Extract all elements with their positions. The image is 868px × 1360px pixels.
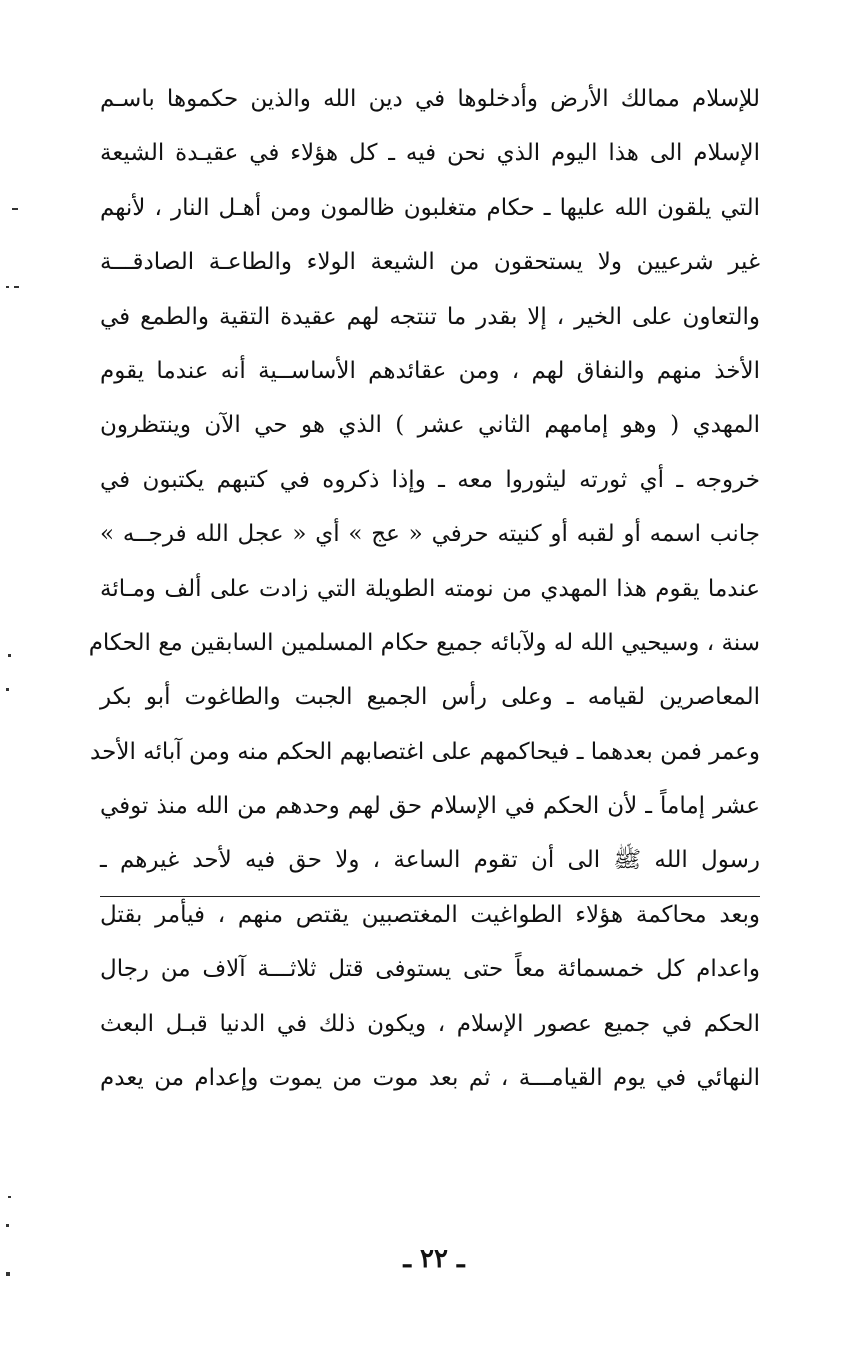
scan-speck [6,688,9,691]
text-line-8: خروجه ـ أي ثورته ليثوروا معه ـ وإذا ذكروه في كتبهم يكتبون في [100,466,760,493]
text-line-14: عشر إماماً ـ لأن الحكم في الإسلام حق لهم وحدهم من الله منذ توفي [100,793,760,820]
text-line-10: عندما يقوم هذا المهدي من نومته الطويلة التي زادت على ألف ومـائة [100,575,760,602]
text-line-6: الأخذ منهم والنفاق لهم ، ومن عقائدهم الأساســية أنه عندما يقوم [100,357,760,384]
scan-speck [14,286,19,288]
text-line-18: الحكم في جميع عصور الإسلام ، ويكون ذلك في الدنيا قبـل البعث [100,1010,760,1037]
text-line-16: وبعد محاكمة هؤلاء الطواغيت المغتصبين يقتص منهم ، فيأمر بقتل [100,901,760,928]
text-line-17: واعدام كل خمسمائة معاً حتى يستوفى قتل ثلاثـــة آلاف من رجال [100,956,760,983]
page-number: ـ ٢٢ ـ [403,1244,465,1274]
text-line-5: والتعاون على الخير ، إلا بقدر ما تنتجه لهم عقيدة التقية والطمع في [100,303,760,330]
scan-speck [6,1224,9,1227]
text-line-1: للإسلام ممالك الأرض وأدخلوها في دين الله والذين حكموها باسـم [100,86,760,112]
text-line-4: غير شرعيين ولا يستحقون من الشيعة الولاء والطاعـة الصادقـــة [100,249,760,276]
scan-speck [6,1272,10,1276]
scan-speck [12,208,18,210]
text-line-3: التي يلقون الله عليها ـ حكام متغلبون ظالمون ومن أهـل النار ، لأنهم [100,194,760,221]
footnote-divider [100,896,760,897]
text-line-15: رسول الله ﷺ الى أن تقوم الساعة ، ولا حق فيه لأحد غيرهم ـ [100,847,760,874]
scan-speck [8,1196,11,1198]
text-line-19: النهائي في يوم القيامـــة ، ثم بعد موت من يموت وإعدام من يعدم [100,1065,760,1092]
text-line-2: الإسلام الى هذا اليوم الذي نحن فيه ـ كل هؤلاء في عقيـدة الشيعة [100,140,760,167]
scan-speck [8,654,11,657]
text-line-11: سنة ، وسيحيي الله له ولآبائه جميع حكام المسلمين السابقين مع الحكام [88,629,760,656]
scan-speck [6,286,9,288]
text-line-12: المعاصرين لقيامه ـ وعلى رأس الجميع الجبت والطاغوت أبو بكر [100,684,760,711]
text-line-9: جانب اسمه أو لقبه أو كنيته حرفي « عج » أي « عجل الله فرجــه » [100,521,760,548]
text-line-7: المهدي ( وهو إمامهم الثاني عشر ) الذي هو حي الآن وينتظرون [100,412,760,439]
body-text [88,72,760,1105]
text-line-13: وعمر فمن بعدهما ـ فيحاكمهم على اغتصابهم الحكم منه ومن آبائه الأحد [90,738,760,765]
